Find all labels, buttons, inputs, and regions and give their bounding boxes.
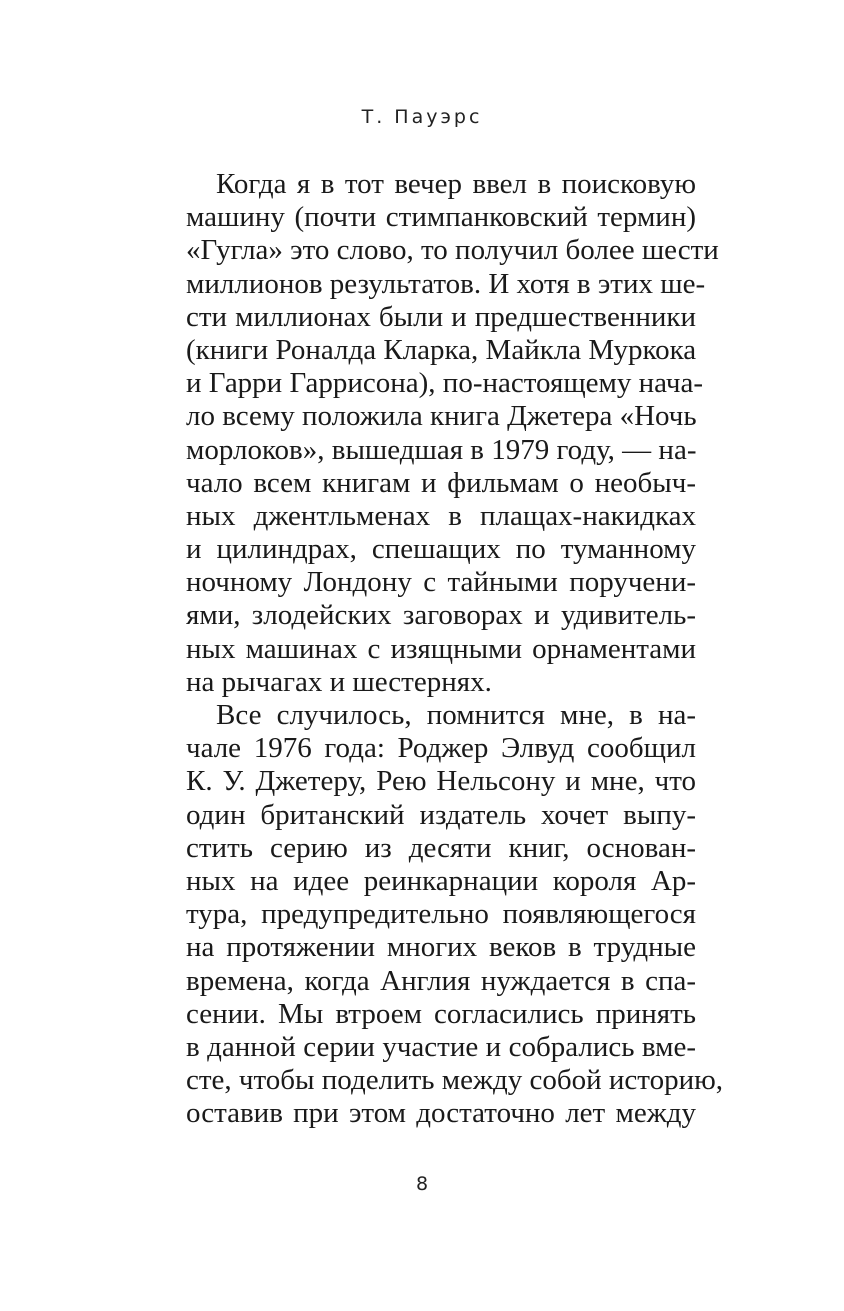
text-line: чало всем книгам и фильмам о необыч- (186, 466, 696, 499)
text-line: Когда я в тот вечер ввел в поисковую (216, 168, 696, 200)
text-line: машину (почти стимпанковский термин) (186, 201, 696, 234)
body-text (186, 168, 724, 1130)
text-line: ночному Лондону с тайными поручени- (186, 566, 696, 599)
text-line: Все случилось, помнится мне, в на- (216, 699, 696, 731)
text-line: сте, чтобы поделить между собой историю, (186, 1064, 724, 1097)
text-line: стить серию из десяти книг, основан- (186, 831, 696, 864)
text-line: ями, злодейских заговорах и удивитель- (186, 599, 696, 632)
text-line: К. У. Джетеру, Рею Нельсону и мне, что (186, 765, 696, 798)
text-line: сти миллионах были и предшественники (186, 300, 696, 333)
text-line: миллионов результатов. И хотя в этих ше- (186, 267, 706, 300)
text-line: и цилиндрах, спешащих по туманному (186, 533, 696, 566)
text-line: и Гарри Гаррисона), по-настоящему нача- (186, 367, 703, 400)
text-line: ных джентльменах в плащах-накидках (186, 499, 696, 532)
text-line: времена, когда Англия нуждается в спа- (186, 964, 696, 997)
text-line: один британский издатель хочет выпу- (186, 798, 696, 831)
text-line: (книги Роналда Кларка, Майкла Муркока (186, 333, 697, 366)
text-line: ло всему положила книга Джетера «Ночь (186, 400, 697, 433)
text-line: на рычагах и шестернях. (186, 665, 492, 698)
text-line: ных машинах с изящными орнаментами (186, 632, 696, 665)
text-line: в данной серии участие и собрались вме- (186, 1030, 696, 1063)
text-line: «Гугла» это слово, то получил более шести (186, 234, 719, 267)
paragraph-2 (186, 699, 724, 1130)
paragraph-1 (186, 168, 719, 699)
text-line: морлоков», вышедшая в 1979 году, — на- (186, 433, 697, 466)
text-line: на протяжении многих веков в трудные (186, 931, 696, 964)
text-line: оставив при этом достаточно лет между (186, 1097, 696, 1130)
page-number: 8 (415, 1173, 429, 1195)
running-header: Т. Пауэрс (361, 106, 483, 128)
text-line: чале 1976 года: Роджер Элвуд сообщил (186, 732, 696, 765)
text-line: тура, предупредительно появляющегося (186, 898, 696, 931)
text-line: ных на идее реинкарнации короля Ар- (186, 864, 696, 897)
text-line: сении. Мы втроем согласились принять (186, 997, 696, 1030)
